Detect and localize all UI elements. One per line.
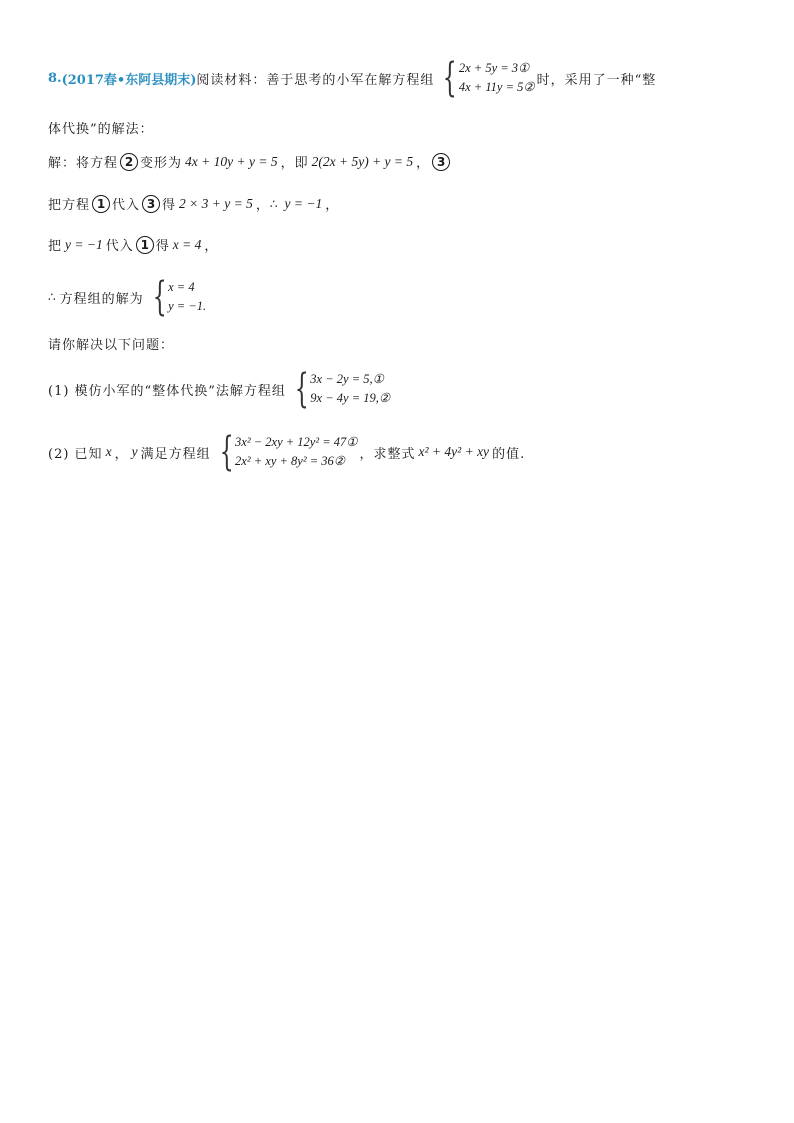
- q1-system-row-2: 9x − 4y = 19,②: [310, 391, 391, 405]
- equation-system-1: [437, 55, 535, 101]
- brace-icon: {: [443, 55, 458, 101]
- problem-source: (2017春•东阿县期末): [61, 72, 197, 88]
- step3-text-d: ，: [204, 239, 219, 254]
- step1-equation-1: 4x + 10y + y = 5: [185, 153, 278, 169]
- step2-text-c: 得: [162, 198, 177, 213]
- q1-system-row-1: 3x − 2y = 5,①: [310, 372, 384, 386]
- question-prompt: [48, 334, 174, 353]
- solution-row-2: y = −1.: [168, 299, 207, 313]
- step2-text-a: 把方程: [48, 198, 91, 213]
- step1-text-c: ，即: [280, 156, 309, 171]
- q2-system-row-1: 3x² − 2xy + 12y² = 47①: [235, 435, 358, 449]
- problem-number: 8.: [48, 70, 62, 86]
- step1-text-a: 解：将方程: [48, 156, 119, 171]
- solution-step-1: [48, 152, 452, 171]
- step1-text-d: ，: [416, 156, 431, 171]
- circled-number-icon: 3: [432, 153, 450, 171]
- q2-expression: x² + 4y² + xy: [418, 444, 490, 459]
- question-2: [48, 429, 526, 475]
- system-1-row-1: 2x + 5y = 3①: [458, 61, 530, 75]
- circled-number-icon: 2: [120, 153, 138, 171]
- equation-system-q2: [214, 429, 358, 475]
- question-2-text-c: 满足方程组: [140, 446, 211, 462]
- step3-text-c: 得: [155, 239, 170, 254]
- circled-number-icon: 3: [142, 195, 160, 213]
- solution-conclusion: [48, 274, 208, 320]
- step3-equation-2: x = 4: [172, 236, 202, 252]
- step2-equation: 2 × 3 + y = 5: [179, 195, 253, 211]
- brace-icon: {: [294, 366, 309, 412]
- therefore-icon: ∴: [48, 290, 56, 304]
- intro-line-2-text: 体代换”的解法：: [48, 122, 154, 137]
- equation-system-q1: [289, 366, 391, 412]
- variable-x: x: [105, 444, 112, 459]
- solution-row-1: x = 4: [168, 280, 195, 294]
- step3-text-a: 把: [48, 239, 63, 254]
- step2-equation-2: y = −1: [284, 195, 323, 211]
- solution-step-2: [48, 194, 339, 213]
- solution-system: [147, 274, 207, 320]
- circled-number-icon: 1: [92, 195, 110, 213]
- system-1-row-2: 4x + 11y = 5②: [458, 80, 535, 94]
- question-prompt-text: 请你解决以下问题：: [48, 338, 175, 353]
- circled-number-icon: 1: [136, 236, 154, 254]
- step3-equation: y = −1: [65, 236, 103, 252]
- variable-y: y: [131, 444, 138, 459]
- solution-step-3: [48, 235, 218, 254]
- question-1: [48, 366, 392, 412]
- therefore-icon: ∴: [269, 196, 278, 211]
- intro-text: 阅读材料：善于思考的小军在解方程组: [196, 72, 435, 88]
- question-2-text-d: ，求整式: [359, 446, 416, 462]
- question-1-text: (1) 模仿小军的“整体代换”法解方程组: [48, 383, 286, 399]
- question-2-text-a: (2) 已知: [48, 446, 103, 462]
- step3-text-b: 代入: [105, 239, 134, 254]
- question-2-text-e: 的值.: [492, 446, 526, 462]
- brace-icon: {: [219, 429, 234, 475]
- step2-text-b: 代入: [112, 198, 141, 213]
- intro-tail: 时，采用了一种“整: [536, 72, 657, 88]
- step1-equation-2: 2(2x + 5y) + y = 5: [311, 153, 414, 169]
- problem-intro-line: [48, 55, 657, 101]
- question-2-text-b: ，: [114, 446, 129, 462]
- step1-text-b: 变形为: [140, 156, 183, 171]
- intro-line-2: [48, 118, 154, 137]
- brace-icon: {: [152, 274, 167, 320]
- q2-system-row-2: 2x² + xy + 8y² = 36②: [235, 454, 345, 468]
- step2-text-e: ，: [325, 198, 340, 213]
- step2-text-d: ，: [255, 198, 270, 213]
- conclusion-text: 方程组的解为: [59, 291, 144, 307]
